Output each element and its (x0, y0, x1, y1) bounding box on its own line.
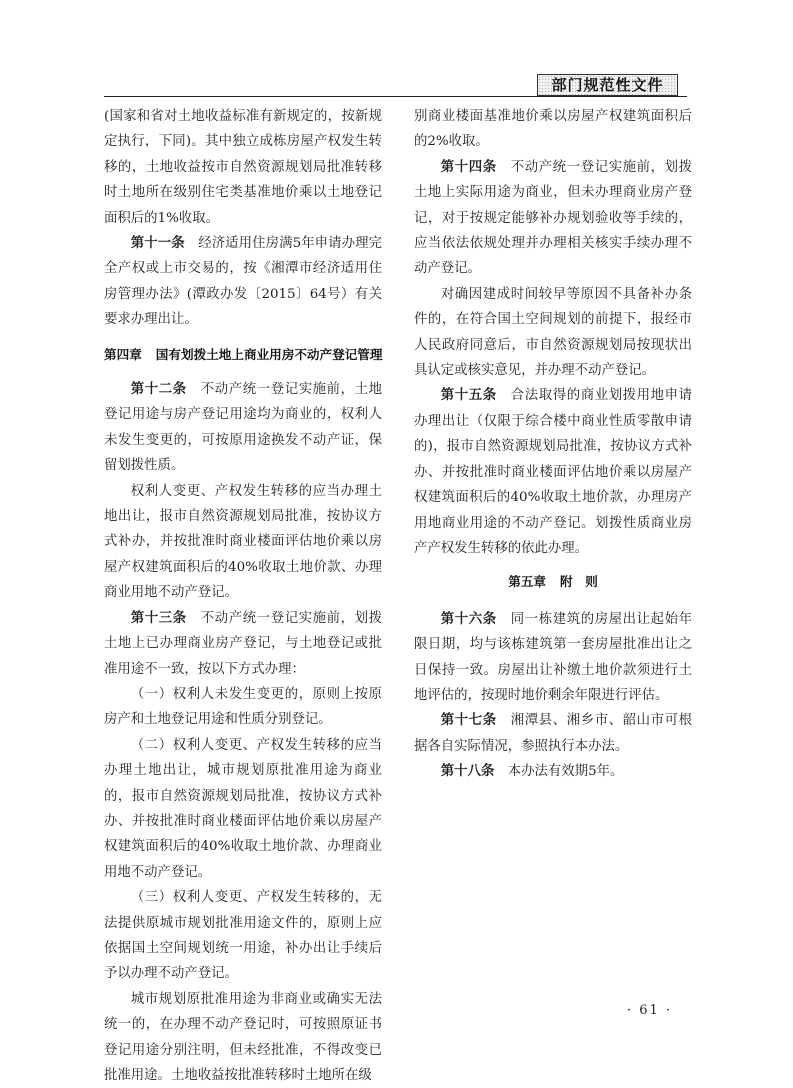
article-14 (414, 155, 692, 282)
article-label: 第十三条 (130, 610, 187, 626)
article-11 (104, 231, 382, 333)
paragraph-continued: (国家和省对土地收益标准有新规定的，按新规定执行，下同)。其中独立成栋房屋产权发生转移的，土地收益按市自然资源规划局批准转移时土地所在级别住宅类基准地价乘以土地登记面积后的1%收取。 (104, 109, 382, 226)
article-label: 第十六条 (440, 611, 497, 627)
list-item: （一）权利人未发生变更的，原则上按原房产和土地登记用途和性质分别登记。 (104, 686, 382, 728)
article-text: 合法取得的商业划拨用地申请办理出让（仅限于综合楼中商业性质零散申请的)，报市自然资源规划局批准，按协议方式补办、并按批准时商业楼面评估地价乘以房屋产权建筑面积后的40%收取土地价款，办理房产用地商业用途的不动产登记。划拨性质商业房产产权发生转移的依此办理。 (414, 388, 693, 556)
article-label: 第十八条 (440, 764, 495, 780)
paragraph: 城市规划原批准用途为非商业或确实无法统一的，在办理不动产登记时，可按照原证书登记用途分别注明，但未经批准，不得改变已批准用途。土地收益按批准转移时土地所在级 (104, 991, 382, 1084)
article-text: 不动产统一登记实施前，划拨土地上已办理商业房产登记，与土地登记或批准用途不一致，按以下方式办理： (104, 610, 383, 677)
article-17 (414, 708, 692, 759)
paragraph-continued: 别商业楼面基准地价乘以房屋产权建筑面积后的2%收取。 (414, 109, 692, 150)
article-13 (104, 606, 382, 682)
article-text: 经济适用住房满5年申请办理完全产权或上市交易的，按《湘潭市经济适用住房管理办法》(潭政办发〔2015〕64号）有关要求办理出让。 (104, 236, 383, 328)
page-number: · 61 · (627, 1003, 673, 1018)
chapter-title: 国有划拨土地上商业用房不动产登记管理 (155, 346, 383, 362)
article-label: 第十一条 (130, 236, 185, 252)
chapter-4-heading (104, 342, 382, 367)
article-16 (414, 607, 692, 709)
paragraph: 对确因建成时间较早等原因不具备补办条件的，在符合国土空间规划的前提下，报经市人民政府同意后，市自然资源规划局按现状出具认定或核实意见，并办理不动产登记。 (414, 286, 692, 379)
article-label: 第十二条 (130, 382, 187, 398)
article-text: 不动产统一登记实施前，划拨土地上实际用途为商业，但未办理商业房产登记，对于按规定能够补办规划验收等手续的，应当依法依规处理并办理相关核实手续办理不动产登记。 (414, 159, 693, 277)
article-text: 同一栋建筑的房屋出让起始年限日期，均与该栋建筑第一套房屋批准出让之日保持一致。房屋出让补缴土地价款须进行土地评估的，按现时地价剩余年限进行评估。 (414, 611, 693, 703)
article-text: 不动产统一登记实施前，土地登记用途与房产登记用途均为商业的，权利人未发生变更的，可按原用途换发不动产证，保留划拨性质。 (104, 382, 383, 474)
list-item: （二）权利人变更、产权发生转移的应当办理土地出让，城市规划原批准用途为商业的，报市自然资源规划局批准，按协议方式补办、并按批准时商业楼面评估地价乘以房屋产权建筑面积后的40%收取土地价款、办理商业用地不动产登记。 (104, 737, 382, 880)
article-18 (414, 759, 692, 784)
chapter-5-heading (414, 569, 692, 594)
article-label: 第十五条 (440, 388, 497, 404)
chapter-number: 第五章 (508, 574, 546, 590)
article-label: 第十四条 (440, 159, 497, 175)
chapter-title: 附 则 (560, 574, 598, 590)
section-tag: 部门规范性文件 (537, 74, 678, 96)
chapter-number: 第四章 (104, 346, 142, 362)
article-12 (104, 377, 382, 479)
list-item: （三）权利人变更、产权发生转移的，无法提供原城市规划批准用途文件的，原则上应依据国土空间规划统一用途，补办出让手续后予以办理不动产登记。 (104, 890, 382, 982)
header-rule (104, 96, 687, 97)
left-column (104, 104, 382, 1088)
right-column (414, 104, 692, 785)
article-15 (414, 383, 692, 561)
article-label: 第十七条 (440, 713, 497, 729)
article-text: 湘潭县、湘乡市、韶山市可根据各自实际情况，参照执行本办法。 (414, 713, 693, 754)
paragraph: 权利人变更、产权发生转移的应当办理土地出让，报市自然资源规划局批准，按协议方式补办，并按批准时商业楼面评估地价乘以房屋产权建筑面积后的40%收取土地价款、办理商业用地不动产登记。 (104, 483, 382, 601)
article-text: 本办法有效期5年。 (507, 764, 624, 780)
